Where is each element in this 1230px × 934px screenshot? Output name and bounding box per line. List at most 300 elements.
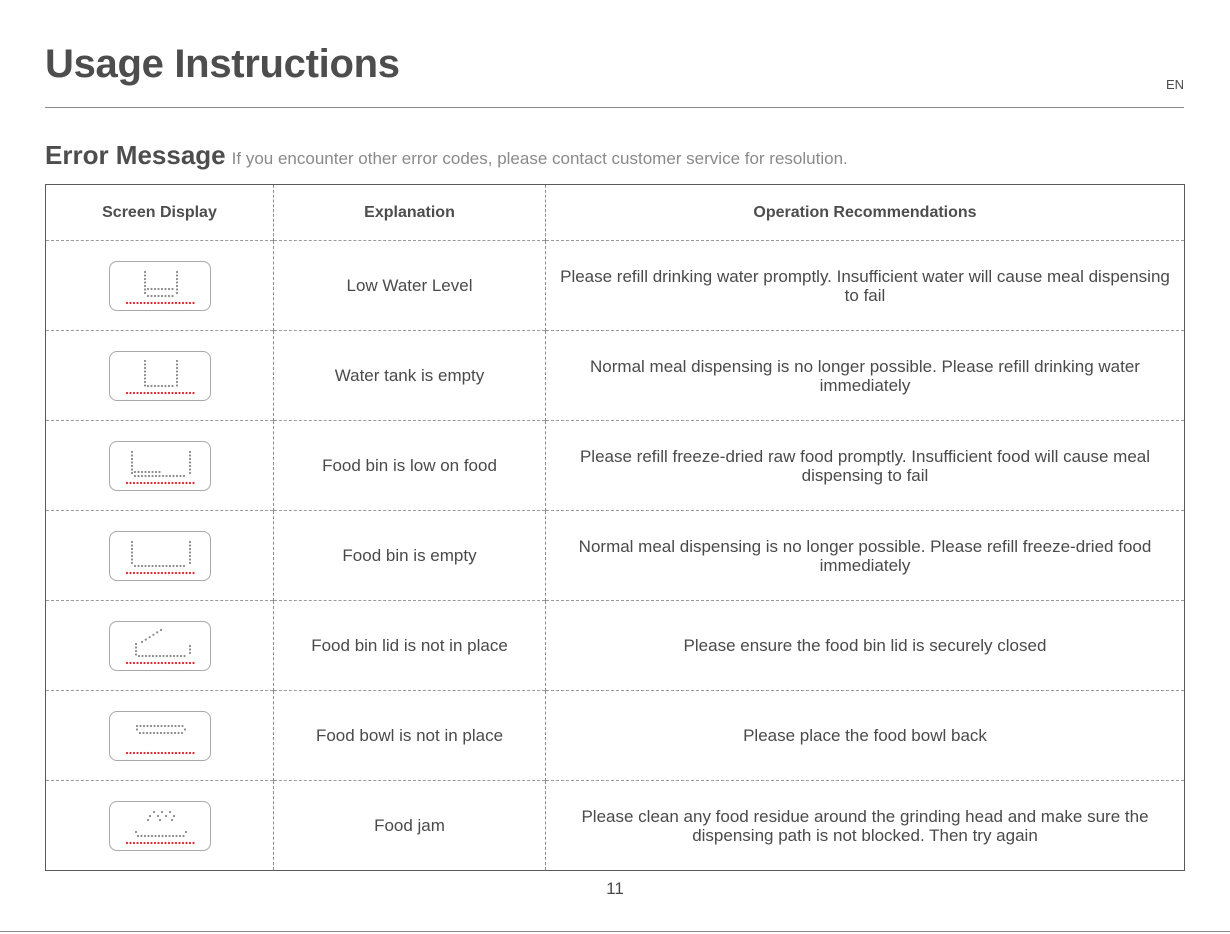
led-dot: [132, 301, 134, 303]
led-dot: [167, 294, 169, 296]
led-dot: [147, 470, 149, 472]
led-dot: [174, 391, 176, 393]
led-dot: [164, 661, 166, 663]
led-dot: [132, 661, 134, 663]
led-dot: [181, 571, 183, 573]
led-dot: [170, 818, 172, 820]
led-dot: [171, 301, 173, 303]
led-dot: [165, 654, 167, 656]
led-dot: [153, 384, 155, 386]
led-dot: [171, 287, 173, 289]
led-dot: [143, 661, 145, 663]
led-dot: [171, 571, 173, 573]
led-dot: [165, 474, 167, 476]
section-heading: Error Message: [45, 140, 226, 170]
led-dot: [151, 474, 153, 476]
led-dot: [178, 841, 180, 843]
led-dot: [170, 731, 172, 733]
led-dot: [174, 724, 176, 726]
led-dot: [175, 291, 177, 293]
led-dot: [188, 457, 190, 459]
explanation-cell: Low Water Level: [274, 241, 546, 331]
led-dot: [130, 540, 132, 542]
led-dot: [150, 571, 152, 573]
led-dot: [146, 661, 148, 663]
led-dot: [137, 470, 139, 472]
section-note: If you encounter other error codes, please contact customer service for resolution.: [231, 149, 848, 168]
led-dot: [146, 391, 148, 393]
led-dot: [188, 571, 190, 573]
led-dot: [151, 470, 153, 472]
led-dot: [143, 274, 145, 276]
led-dot: [188, 481, 190, 483]
led-dot: [175, 370, 177, 372]
led-dot: [175, 270, 177, 272]
led-dot: [185, 571, 187, 573]
led-dot: [179, 474, 181, 476]
led-dot: [157, 841, 159, 843]
led-dot: [179, 654, 181, 656]
led-dot: [169, 654, 171, 656]
led-dot: [188, 561, 190, 563]
led-dot: [168, 474, 170, 476]
led-dot: [192, 301, 194, 303]
screen-display-cell: [46, 601, 274, 691]
led-dot: [148, 636, 150, 638]
led-dot: [185, 841, 187, 843]
led-dot: [125, 751, 127, 753]
led-dot: [175, 274, 177, 276]
led-dot: [153, 841, 155, 843]
led-dot: [132, 391, 134, 393]
led-dot: [188, 551, 190, 553]
led-dot: [136, 834, 138, 836]
led-dot: [181, 841, 183, 843]
led-dot: [153, 724, 155, 726]
led-dot: [130, 547, 132, 549]
led-dot: [157, 751, 159, 753]
led-dot: [157, 384, 159, 386]
led-dot: [148, 654, 150, 656]
led-dot: [143, 481, 145, 483]
led-dot: [134, 649, 136, 651]
recommendation-cell: Normal meal dispensing is no longer possible. Please refill freeze-dried food immediately: [546, 511, 1185, 601]
led-dot: [130, 457, 132, 459]
led-dot: [144, 470, 146, 472]
column-header-screen-display: Screen Display: [102, 203, 217, 221]
led-dot: [146, 818, 148, 820]
led-dot: [185, 751, 187, 753]
led-dot: [156, 814, 158, 816]
footer-divider: [0, 931, 1230, 932]
led-dot: [137, 474, 139, 476]
screen-display-cell: [46, 241, 274, 331]
led-dot: [130, 468, 132, 470]
led-dot: [185, 661, 187, 663]
led-dot: [182, 474, 184, 476]
led-dot: [139, 841, 141, 843]
led-dot: [125, 841, 127, 843]
led-dot: [157, 571, 159, 573]
led-dot: [135, 728, 137, 730]
led-dot: [129, 751, 131, 753]
led-dot: [156, 631, 158, 633]
led-dot: [164, 751, 166, 753]
led-dot: [170, 724, 172, 726]
recommendation-cell: Please refill drinking water promptly. Insufficient water will cause meal dispensing to fail: [546, 241, 1185, 331]
led-dot: [167, 301, 169, 303]
led-dot: [181, 391, 183, 393]
led-dot: [146, 384, 148, 386]
led-dot: [179, 564, 181, 566]
led-dot: [160, 724, 162, 726]
led-dot: [181, 661, 183, 663]
led-dot: [171, 751, 173, 753]
led-dot: [167, 661, 169, 663]
explanation-cell: Food bin is low on food: [274, 421, 546, 511]
led-dot: [175, 288, 177, 290]
led-dot: [153, 294, 155, 296]
led-dot: [164, 294, 166, 296]
led-dot: [152, 633, 154, 635]
table-row: [46, 421, 1185, 511]
led-dot: [146, 287, 148, 289]
led-dot: [188, 450, 190, 452]
led-dot: [155, 654, 157, 656]
screen-display-cell: [46, 511, 274, 601]
led-dot: [177, 731, 179, 733]
led-dot: [150, 834, 152, 836]
led-dot: [175, 373, 177, 375]
led-dot: [141, 654, 143, 656]
led-dot: [164, 841, 166, 843]
led-dot: [133, 564, 135, 566]
led-dot: [129, 391, 131, 393]
led-dot: [143, 834, 145, 836]
led-dot: [130, 551, 132, 553]
led-dot: [161, 834, 163, 836]
led-dot: [192, 391, 194, 393]
led-dot: [139, 391, 141, 393]
led-dot: [142, 731, 144, 733]
led-dot: [160, 751, 162, 753]
led-dot: [135, 724, 137, 726]
led-dot: [178, 301, 180, 303]
led-dot: [129, 571, 131, 573]
explanation-cell: Water tank is empty: [274, 331, 546, 421]
led-dot: [157, 481, 159, 483]
led-dot: [139, 481, 141, 483]
led-dot: [136, 751, 138, 753]
led-dot: [161, 474, 163, 476]
led-dot: [185, 481, 187, 483]
led-dot: [188, 454, 190, 456]
led-dot: [171, 834, 173, 836]
led-dot: [188, 391, 190, 393]
led-dot: [125, 481, 127, 483]
led-dot: [178, 751, 180, 753]
led-dot: [157, 391, 159, 393]
led-dot: [160, 661, 162, 663]
led-dot: [150, 287, 152, 289]
led-dot: [153, 301, 155, 303]
led-dot: [150, 301, 152, 303]
led-dot: [130, 450, 132, 452]
led-dot: [174, 571, 176, 573]
led-dot: [181, 724, 183, 726]
table-row: [46, 511, 1185, 601]
led-dot: [164, 391, 166, 393]
food-bin-lid-open-display-icon: [109, 621, 211, 671]
led-dot: [129, 481, 131, 483]
led-dot: [184, 830, 186, 832]
led-dot: [143, 284, 145, 286]
led-dot: [167, 571, 169, 573]
led-dot: [157, 294, 159, 296]
led-dot: [178, 571, 180, 573]
food-jam-display-icon: [109, 801, 211, 851]
led-dot: [125, 301, 127, 303]
led-dot: [162, 654, 164, 656]
led-dot: [140, 470, 142, 472]
table-row: [46, 691, 1185, 781]
water-tank-empty-display-icon: [109, 351, 211, 401]
led-dot: [168, 564, 170, 566]
led-dot: [175, 384, 177, 386]
led-dot: [158, 470, 160, 472]
led-dot: [145, 731, 147, 733]
led-dot: [143, 277, 145, 279]
led-dot: [175, 281, 177, 283]
led-dot: [160, 287, 162, 289]
led-dot: [136, 481, 138, 483]
food-bin-empty-display-icon: [109, 531, 211, 581]
led-dot: [192, 571, 194, 573]
led-dot: [153, 287, 155, 289]
led-dot: [188, 544, 190, 546]
led-dot: [188, 471, 190, 473]
led-dot: [158, 818, 160, 820]
led-dot: [172, 814, 174, 816]
led-dot: [167, 384, 169, 386]
column-header-explanation: Explanation: [274, 185, 546, 241]
recommendation-cell: Please place the food bowl back: [546, 691, 1185, 781]
led-dot: [181, 301, 183, 303]
led-dot: [146, 294, 148, 296]
led-dot: [157, 287, 159, 289]
led-dot: [175, 474, 177, 476]
led-dot: [165, 564, 167, 566]
led-dot: [144, 654, 146, 656]
led-dot: [150, 391, 152, 393]
led-dot: [160, 301, 162, 303]
led-dot: [136, 571, 138, 573]
led-dot: [175, 380, 177, 382]
led-dot: [130, 554, 132, 556]
led-dot: [180, 731, 182, 733]
led-dot: [171, 481, 173, 483]
language-label: EN: [1166, 77, 1185, 92]
led-dot: [139, 661, 141, 663]
led-dot: [150, 751, 152, 753]
led-dot: [157, 661, 159, 663]
led-dot: [130, 561, 132, 563]
led-dot: [143, 373, 145, 375]
led-dot: [143, 377, 145, 379]
led-dot: [164, 384, 166, 386]
led-dot: [160, 294, 162, 296]
led-dot: [146, 301, 148, 303]
led-dot: [153, 481, 155, 483]
led-dot: [178, 834, 180, 836]
led-dot: [160, 841, 162, 843]
table-row: [46, 781, 1185, 871]
led-dot: [163, 724, 165, 726]
led-dot: [143, 370, 145, 372]
led-dot: [146, 481, 148, 483]
led-dot: [160, 391, 162, 393]
led-dot: [178, 481, 180, 483]
led-dot: [160, 810, 162, 812]
led-dot: [157, 834, 159, 836]
led-dot: [167, 841, 169, 843]
led-dot: [164, 814, 166, 816]
led-dot: [175, 363, 177, 365]
led-dot: [175, 377, 177, 379]
screen-display-cell: [46, 421, 274, 511]
led-dot: [147, 834, 149, 836]
led-dot: [164, 571, 166, 573]
led-dot: [154, 834, 156, 836]
led-dot: [151, 564, 153, 566]
explanation-cell: Food bin lid is not in place: [274, 601, 546, 691]
led-dot: [130, 461, 132, 463]
led-dot: [148, 814, 150, 816]
led-dot: [185, 301, 187, 303]
low-water-level-display-icon: [109, 261, 211, 311]
led-dot: [140, 640, 142, 642]
led-dot: [161, 564, 163, 566]
led-dot: [172, 564, 174, 566]
led-dot: [153, 661, 155, 663]
led-dot: [136, 301, 138, 303]
led-dot: [140, 474, 142, 476]
led-dot: [143, 281, 145, 283]
led-dot: [134, 830, 136, 832]
led-dot: [130, 454, 132, 456]
led-dot: [156, 724, 158, 726]
led-dot: [160, 571, 162, 573]
led-dot: [143, 384, 145, 386]
led-dot: [154, 564, 156, 566]
led-dot: [153, 571, 155, 573]
led-dot: [167, 481, 169, 483]
led-dot: [143, 363, 145, 365]
led-dot: [136, 661, 138, 663]
led-dot: [159, 731, 161, 733]
led-dot: [146, 724, 148, 726]
led-dot: [139, 751, 141, 753]
led-dot: [175, 284, 177, 286]
led-dot: [134, 642, 136, 644]
table-row: [46, 331, 1185, 421]
led-dot: [192, 661, 194, 663]
section-heading-block: [45, 140, 848, 171]
led-dot: [132, 841, 134, 843]
led-dot: [133, 474, 135, 476]
led-dot: [139, 724, 141, 726]
recommendation-cell: Please refill freeze-dried raw food promptly. Insufficient food will cause meal dispensing to fail: [546, 421, 1185, 511]
led-dot: [160, 481, 162, 483]
led-dot: [174, 751, 176, 753]
led-dot: [172, 654, 174, 656]
led-dot: [188, 841, 190, 843]
led-dot: [149, 731, 151, 733]
led-dot: [158, 474, 160, 476]
led-dot: [152, 731, 154, 733]
led-dot: [176, 654, 178, 656]
led-dot: [167, 391, 169, 393]
led-dot: [147, 474, 149, 476]
led-dot: [153, 391, 155, 393]
screen-display-cell: [46, 781, 274, 871]
led-dot: [174, 661, 176, 663]
led-dot: [150, 384, 152, 386]
led-dot: [188, 461, 190, 463]
led-dot: [183, 654, 185, 656]
led-dot: [164, 301, 166, 303]
error-message-table: [45, 184, 1185, 871]
led-dot: [188, 540, 190, 542]
led-dot: [129, 841, 131, 843]
led-dot: [171, 391, 173, 393]
led-dot: [150, 841, 152, 843]
led-dot: [175, 564, 177, 566]
led-dot: [174, 481, 176, 483]
led-dot: [174, 841, 176, 843]
led-dot: [136, 391, 138, 393]
led-dot: [175, 359, 177, 361]
led-dot: [171, 384, 173, 386]
led-dot: [188, 558, 190, 560]
table-row: [46, 241, 1185, 331]
led-dot: [175, 834, 177, 836]
led-dot: [156, 731, 158, 733]
led-dot: [182, 564, 184, 566]
recommendation-cell: Normal meal dispensing is no longer possible. Please refill drinking water immediately: [546, 331, 1185, 421]
page-number: 11: [606, 879, 624, 898]
led-dot: [137, 654, 139, 656]
led-dot: [139, 301, 141, 303]
led-dot: [167, 287, 169, 289]
led-dot: [144, 638, 146, 640]
led-dot: [130, 471, 132, 473]
led-dot: [188, 648, 190, 650]
led-dot: [137, 564, 139, 566]
led-dot: [192, 841, 194, 843]
led-dot: [153, 751, 155, 753]
led-dot: [150, 294, 152, 296]
led-dot: [140, 564, 142, 566]
led-dot: [134, 646, 136, 648]
led-dot: [149, 724, 151, 726]
led-dot: [151, 654, 153, 656]
page-title: Usage Instructions: [45, 42, 400, 86]
led-dot: [143, 841, 145, 843]
led-dot: [130, 544, 132, 546]
led-dot: [125, 391, 127, 393]
led-dot: [164, 287, 166, 289]
